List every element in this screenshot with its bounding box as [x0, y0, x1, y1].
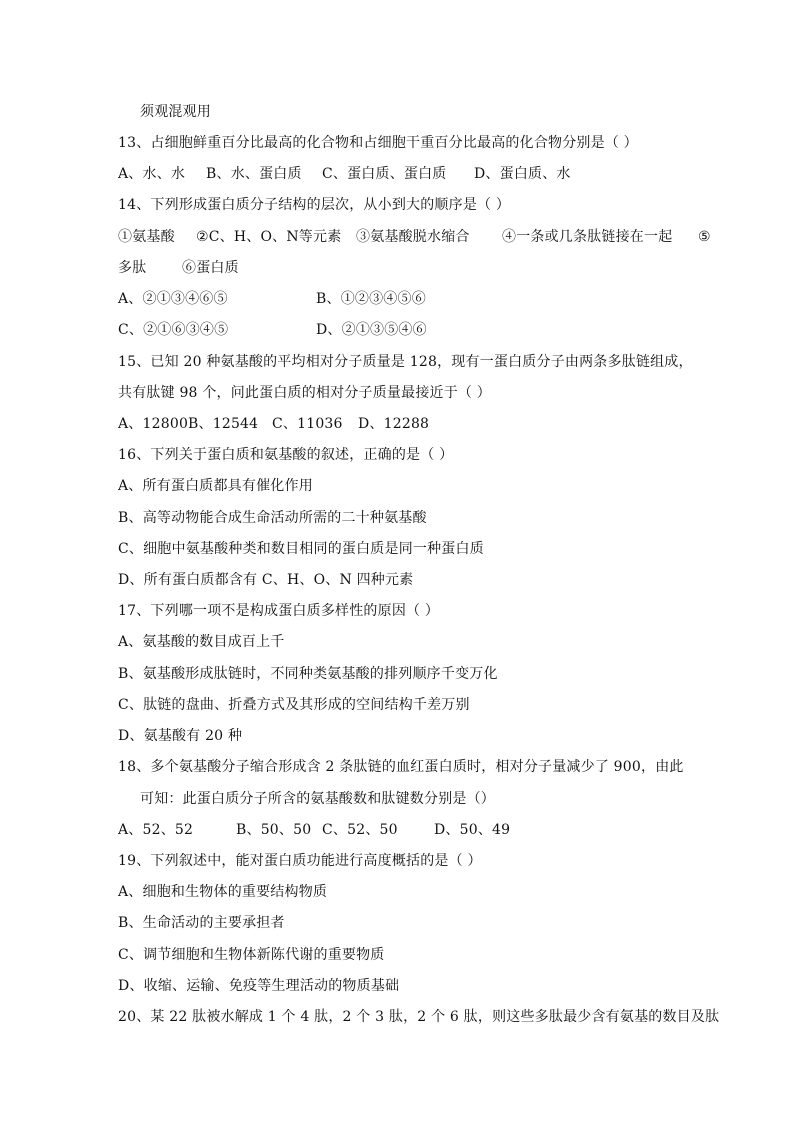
- question-16: 16、下列关于蛋白质和氨基酸的叙述，正确的是（ ）: [118, 447, 454, 463]
- item-4: ④一条或几条肽链接在一起: [502, 229, 673, 245]
- option-a: A、所有蛋白质都具有催化作用: [118, 478, 313, 494]
- option-a: A、氨基酸的数目成百上千: [118, 634, 285, 650]
- option-c: C、蛋白质、蛋白质: [322, 166, 447, 182]
- question-19: 19、下列叙述中，能对蛋白质功能进行高度概括的是（ ）: [118, 853, 482, 869]
- question-14-items: [118, 227, 711, 247]
- option-d: D、②①③⑤④⑥: [316, 322, 427, 338]
- item-3: ③氨基酸脱水缩合: [356, 229, 470, 245]
- option-b: B、50、50: [236, 822, 312, 838]
- item-1: ①氨基酸: [118, 229, 175, 245]
- option-ab: A、12800B、12544: [118, 416, 259, 432]
- option-d: D、12288: [358, 416, 430, 432]
- option-a: A、水、水: [118, 166, 186, 182]
- question-15-cont: 共有肽键 98 个，问此蛋白质的相对分子质量最接近于（ ）: [118, 385, 491, 401]
- question-13: 13、占细胞鲜重百分比最高的化合物和占细胞干重百分比最高的化合物分别是（ ）: [118, 135, 638, 151]
- option-c: C、肽链的盘曲、折叠方式及其形成的空间结构千差万别: [118, 697, 470, 713]
- question-13-options: [118, 164, 571, 184]
- question-18: 18、多个氨基酸分子缩合形成含 2 条肽链的血红蛋白质时，相对分子量减少了 900，由此: [118, 759, 684, 775]
- option-c: C、细胞中氨基酸种类和数目相同的蛋白质是同一种蛋白质: [118, 541, 484, 557]
- option-d: D、50、49: [434, 822, 511, 838]
- item-6: ⑥蛋白质: [182, 260, 239, 276]
- option-b: B、①②③④⑤⑥: [316, 291, 426, 307]
- option-b: B、氨基酸形成肽链时，不同种类氨基酸的排列顺序千变万化: [118, 666, 498, 682]
- option-a: A、52、52: [118, 822, 194, 838]
- option-b: B、水、蛋白质: [206, 166, 302, 182]
- option-d: D、蛋白质、水: [474, 166, 571, 182]
- question-15-options: [118, 414, 429, 434]
- question-18-options: [118, 820, 510, 840]
- option-d: D、收缩、运输、免疫等生理活动的物质基础: [118, 978, 400, 994]
- question-20: 20、某 22 肽被水解成 1 个 4 肽，2 个 3 肽，2 个 6 肽，则这些多肽最少含有氨基的数目及肽: [118, 1009, 720, 1025]
- question-14-items-cont: [118, 258, 239, 278]
- question-15: 15、已知 20 种氨基酸的平均相对分子质量是 128，现有一蛋白质分子由两条多肽链组成，: [118, 354, 693, 370]
- option-a: A、②①③④⑥⑤: [118, 291, 228, 307]
- option-d: D、氨基酸有 20 种: [118, 728, 243, 744]
- option-c: C、11036: [272, 416, 343, 432]
- option-c: C、调节细胞和生物体新陈代谢的重要物质: [118, 947, 385, 963]
- option-c: C、52、50: [322, 822, 398, 838]
- option-b: B、高等动物能合成生命活动所需的二十种氨基酸: [118, 510, 427, 526]
- item-5-label: 多肽: [118, 260, 147, 276]
- question-14: 14、下列形成蛋白质分子结构的层次，从小到大的顺序是（ ）: [118, 197, 511, 213]
- item-5: ⑤: [698, 229, 711, 245]
- option-c: C、②①⑥③④⑤: [118, 322, 229, 338]
- option-b: B、生命活动的主要承担者: [118, 915, 285, 931]
- question-18-cont: 可知：此蛋白质分子所含的氨基酸数和肽键数分别是（）: [140, 791, 495, 807]
- question-17: 17、下列哪一项不是构成蛋白质多样性的原因（ ）: [118, 603, 440, 619]
- text-line: 须观混观用: [140, 104, 211, 120]
- option-d: D、所有蛋白质都含有 C、H、O、N 四种元素: [118, 572, 414, 588]
- item-2: ②C、H、O、N等元素: [196, 229, 342, 245]
- option-a: A、细胞和生物体的重要结构物质: [118, 884, 328, 900]
